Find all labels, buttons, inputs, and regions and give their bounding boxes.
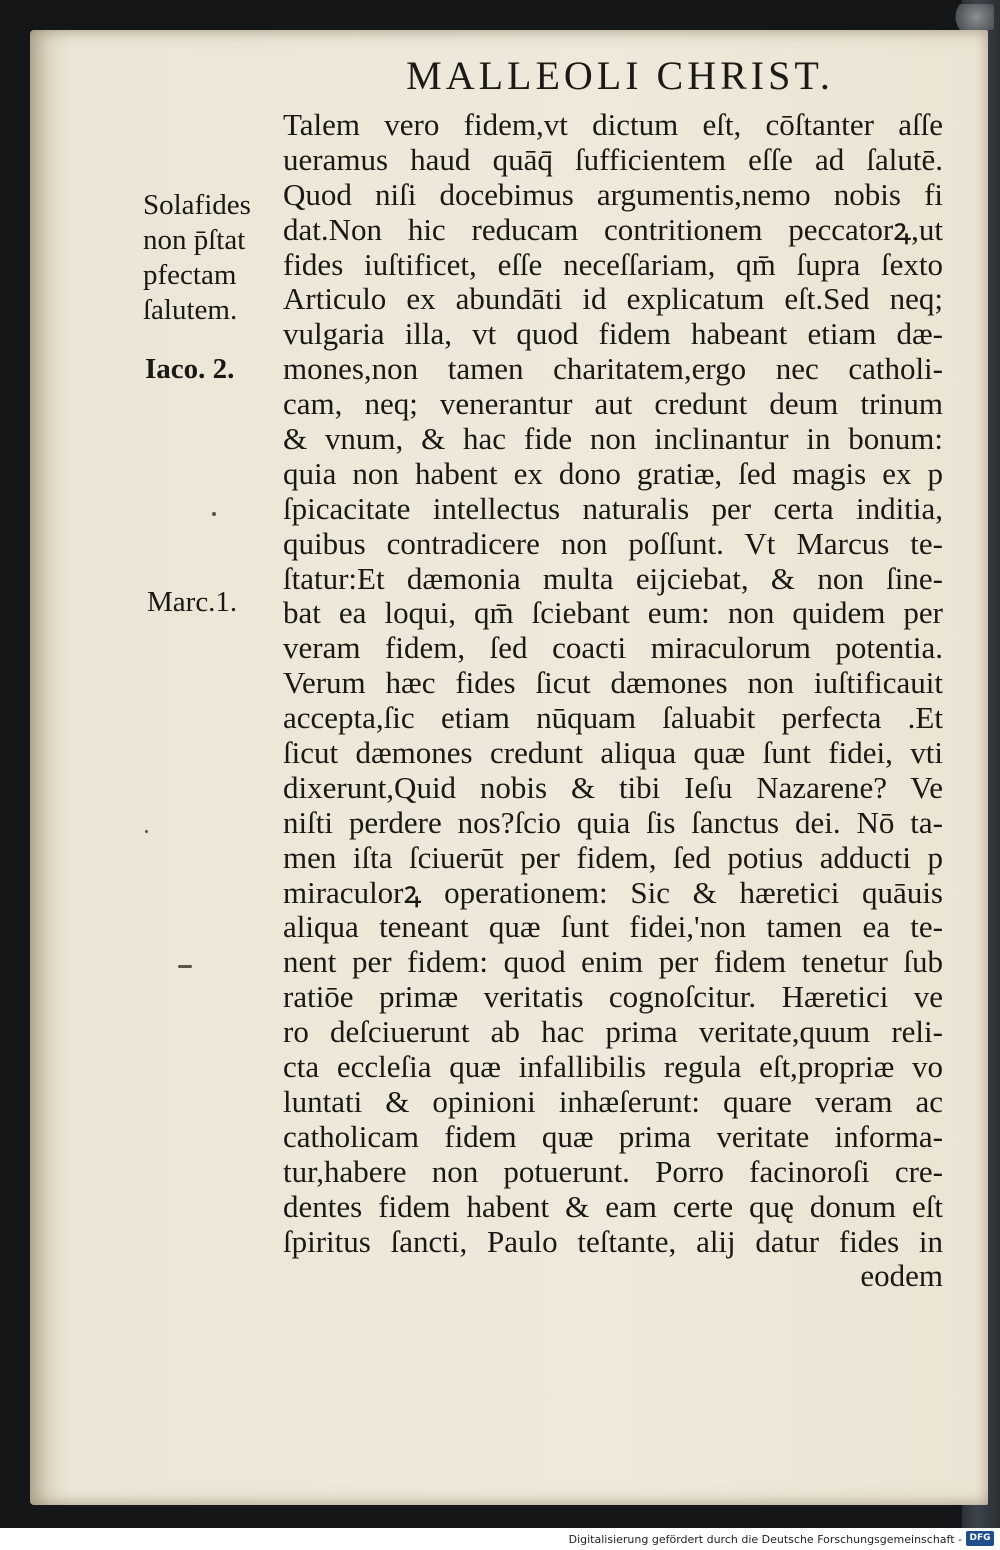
text-line: tur,habere non potuerunt. Porro facinoroſi cre- [283, 1153, 943, 1189]
margin-note-line: non p̄ſtat [143, 223, 246, 256]
text-line: accepta,ſic etiam nūquam ſaluabit perfecta .Et [283, 700, 943, 736]
margin-note-marc: Marc.1. [147, 586, 238, 618]
text-line: luntati & opinioni inhæſerunt: quare veram ac [283, 1083, 943, 1119]
margin-note-line: ſalutem. [143, 293, 238, 326]
text-line: catholicam fidem quæ prima veritate informa- [283, 1118, 943, 1154]
text-line: & vnum, & hac fide non inclinantur in bonum: [283, 421, 943, 457]
text-line: quibus contradicere non poſſunt. Vt Marcus te- [283, 525, 943, 561]
text-line: ſpicacitate intellectus naturalis per certa inditia, [283, 490, 943, 526]
text-line: Talem vero fidem,vt dictum eſt, cōſtanter aſſe [283, 107, 943, 142]
text-line: fides iuſtificet, eſſe neceſſariam, qm̄ ſupra ſexto [283, 246, 943, 282]
text-line: dat.Non hic reducam contritionem peccatorꝝ,ut [283, 211, 943, 247]
footer-bar [0, 1528, 1000, 1550]
text-line: aliqua teneant quæ ſunt fidei,'non tamen ea te- [283, 909, 943, 945]
margin-note-sola-fides [143, 188, 251, 328]
text-line: veram fidem, ſed coacti miraculorum potentia. [283, 630, 943, 666]
text-line: cam, neq; venerantur aut credunt deum trinum [283, 386, 943, 422]
text-line: dentes fidem habent & eam certe quę donum eſt [283, 1188, 943, 1224]
page-speck [145, 830, 148, 833]
text-line: Articulo ex abundāti id explicatum eſt.Sed neq; [283, 281, 943, 317]
text-line: ſtatur:Et dæmonia multa eijciebat, & non ſine- [283, 560, 943, 596]
text-line: men iſta ſciuerūt per fidem, ſed potius adducti p [283, 839, 943, 875]
footer-credit: Digitalisierung gefördert durch die Deutsche Forschungsgemeinschaft - [568, 1533, 962, 1546]
text-line: mones,non tamen charitatem,ergo nec catholi- [283, 351, 943, 387]
page-speck [178, 965, 192, 968]
margin-note-line: Solafides [143, 189, 251, 221]
text-line: miraculorꝝ operationem: Sic & hæretici quāuis [283, 874, 943, 910]
text-line: niſti perdere nos?ſcio quia ſis ſanctus dei. Nō ta- [283, 804, 943, 840]
body-text [283, 108, 943, 1294]
text-line: ſpiritus ſancti, Paulo teſtante, alij datur fides in [283, 1223, 943, 1259]
text-line: ratiōe primæ veritatis cognoſcitur. Hæretici ve [283, 979, 943, 1015]
text-line: cta eccleſia quæ infallibilis regula eſt,propriæ vo [283, 1049, 943, 1085]
dfg-logo: DFG [966, 1531, 994, 1546]
text-line: vulgaria illa, vt quod fidem habeant etiam dæ- [283, 316, 943, 352]
text-line: nent per fidem: quod enim per fidem tenetur ſub [283, 944, 943, 980]
running-head: MALLEOLI CHRIST. [406, 53, 834, 98]
text-line: dixerunt,Quid nobis & tibi Ieſu Nazarene? Ve [283, 769, 943, 805]
page-speck [212, 512, 216, 516]
text-line: quia non habent ex dono gratiæ, ſed magis ex p [283, 455, 943, 491]
text-line: Verum hæc fides ſicut dæmones non iuſtificauit [283, 665, 943, 701]
text-line: ueramus haud quāq̄ ſufficientem eſſe ad ſalutē. [283, 141, 943, 177]
text-line: bat ea loqui, qm̄ ſciebant eum: non quidem per [283, 595, 943, 631]
scanner-corner-mark [950, 4, 994, 30]
margin-note-iaco: Iaco. 2. [145, 353, 235, 385]
text-line: eodem [860, 1258, 943, 1294]
margin-note-line: pfectam [143, 258, 237, 291]
text-line: ro deſciuerunt ab hac prima veritate,quum reli- [283, 1014, 943, 1050]
text-line: ſicut dæmones credunt aliqua quæ ſunt fidei, vti [283, 735, 943, 771]
text-line: Quod niſi docebimus argumentis,nemo nobis fi [283, 176, 943, 212]
